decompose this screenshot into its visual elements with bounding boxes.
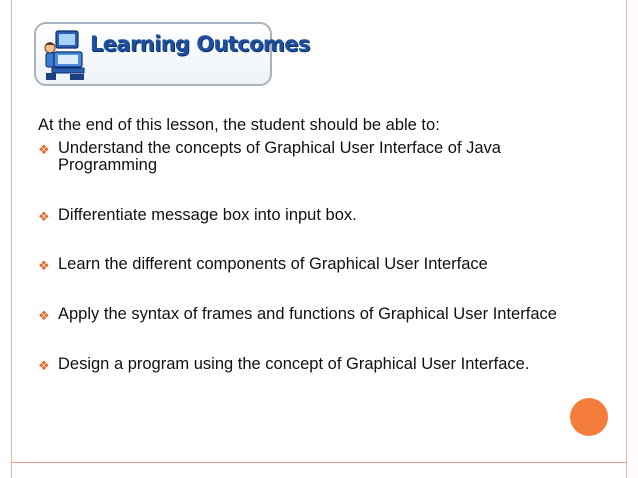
intro-text: At the end of this lesson, the student should be able to: [38, 116, 440, 134]
bullet-diamond-icon: ❖ [38, 258, 50, 273]
accent-dot [570, 398, 608, 436]
banner-title: Learning Outcomes [90, 32, 310, 56]
slide-border-right [626, 0, 627, 478]
learning-outcomes-banner [34, 22, 310, 86]
slide-border-bottom [11, 462, 627, 463]
outcomes-list [38, 140, 598, 373]
slide-border-left [11, 0, 12, 478]
bullet-diamond-icon: ❖ [38, 142, 50, 157]
bullet-diamond-icon: ❖ [38, 308, 50, 323]
bullet-diamond-icon: ❖ [38, 358, 50, 373]
outcome-text: Understand the concepts of Graphical User Interface of Java Programming [58, 139, 501, 174]
outcome-text: Learn the different components of Graphical User Interface [58, 255, 488, 273]
bullet-diamond-icon: ❖ [38, 209, 50, 224]
outcome-text: Design a program using the concept of Graphical User Interface. [58, 355, 530, 373]
outcome-item [38, 306, 598, 323]
outcome-item [38, 256, 598, 273]
outcome-item [38, 140, 598, 174]
computer-user-icon [40, 28, 90, 82]
outcome-text: Apply the syntax of frames and functions of Graphical User Interface [58, 305, 557, 323]
outcome-item [38, 356, 598, 373]
outcome-text: Differentiate message box into input box. [58, 206, 357, 224]
outcome-item [38, 207, 598, 224]
